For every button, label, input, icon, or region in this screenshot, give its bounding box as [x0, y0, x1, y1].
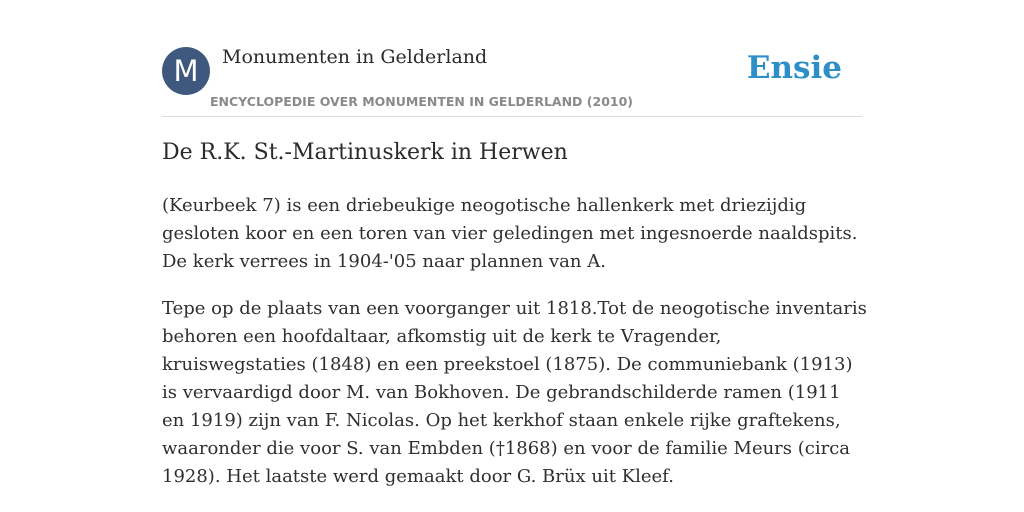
article-title: De R.K. St.-Martinuskerk in Herwen	[162, 140, 568, 165]
source-header	[162, 46, 862, 117]
source-subtitle: ENCYCLOPEDIE OVER MONUMENTEN IN GELDERLAND (2010)	[210, 94, 634, 109]
article-paragraph-1: (Keurbeek 7) is een driebeukige neogotische hallenkerk met driezijdig gesloten koor en een toren van vier geledingen met ingesnoerde naaldspits. De kerk verrees in 1904-'05 naar plannen van A.	[162, 195, 858, 272]
ensie-logo[interactable]: Ensie	[746, 50, 842, 86]
source-avatar[interactable]: M	[162, 47, 210, 95]
article-paragraph-2: Tepe op de plaats van een voorganger uit 1818.Tot de neogotische inventaris behoren een hoofdaltaar, afkomstig uit de kerk te Vragender, kruiswegstaties (1848) en een preekstoel (1875). De communiebank (1913) is vervaardigd door M. van Bokhoven. De gebrandschilderde ramen (1911 en 1919) zijn van F. Nicolas. Op het kerkhof staan enkele rijke graftekens, waaronder die voor S. van Embden (†1868) en voor de familie Meurs (circa 1928). Het laatste werd gemaakt door G. Brüx uit Kleef.	[162, 298, 867, 487]
source-title[interactable]: Monumenten in Gelderland	[222, 46, 488, 68]
